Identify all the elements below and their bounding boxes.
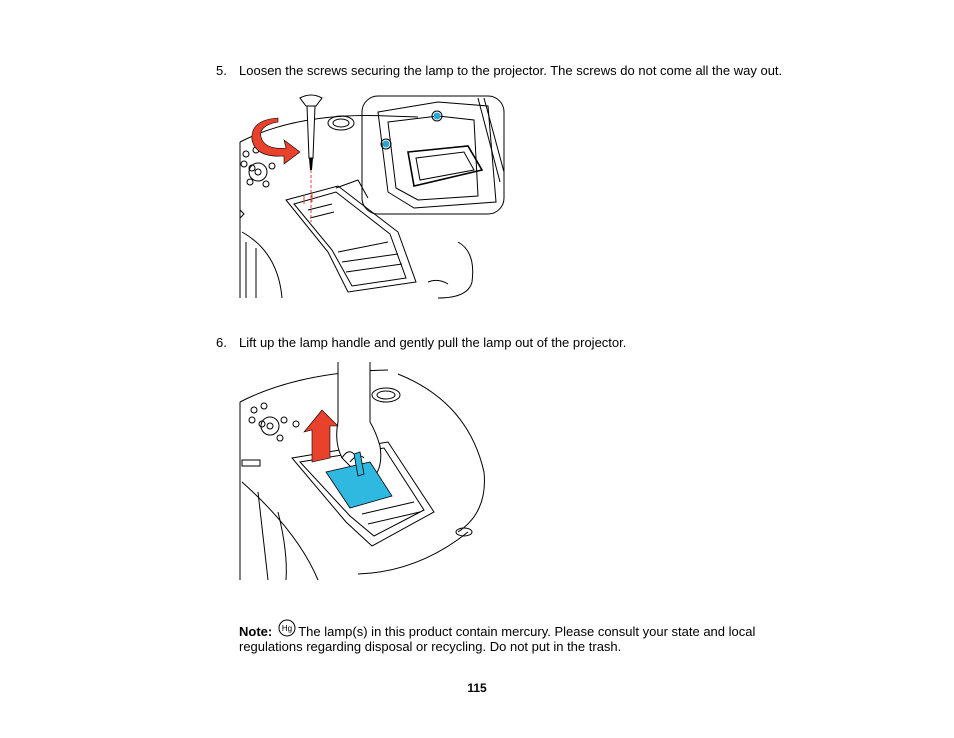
rotate-arrow-icon: [252, 118, 300, 164]
step-number: 6.: [216, 335, 227, 350]
step-text: Loosen the screws securing the lamp to the projector. The screws do not come all the way out.: [239, 63, 783, 78]
step-number: 5.: [216, 63, 227, 78]
note-text-line2: regulations regarding disposal or recycling. Do not put in the trash.: [239, 639, 622, 654]
remove-lamp-illustration: [238, 362, 494, 584]
hg-text: Hg: [282, 624, 293, 633]
note-text-line1: The lamp(s) in this product contain mercury. Please consult your state and local: [298, 624, 756, 639]
step-text: Lift up the lamp handle and gently pull the lamp out of the projector.: [239, 335, 627, 350]
screwdriver-icon: [300, 95, 322, 222]
screw-icon: [434, 113, 441, 120]
loosen-screws-illustration: [238, 92, 508, 302]
screw-icon: [383, 141, 390, 148]
page-number: 115: [467, 681, 487, 695]
note-label: Note:: [239, 624, 273, 639]
mercury-note: [239, 619, 799, 654]
mercury-hg-icon: [278, 619, 296, 640]
pull-up-arrow-icon: [304, 410, 338, 462]
